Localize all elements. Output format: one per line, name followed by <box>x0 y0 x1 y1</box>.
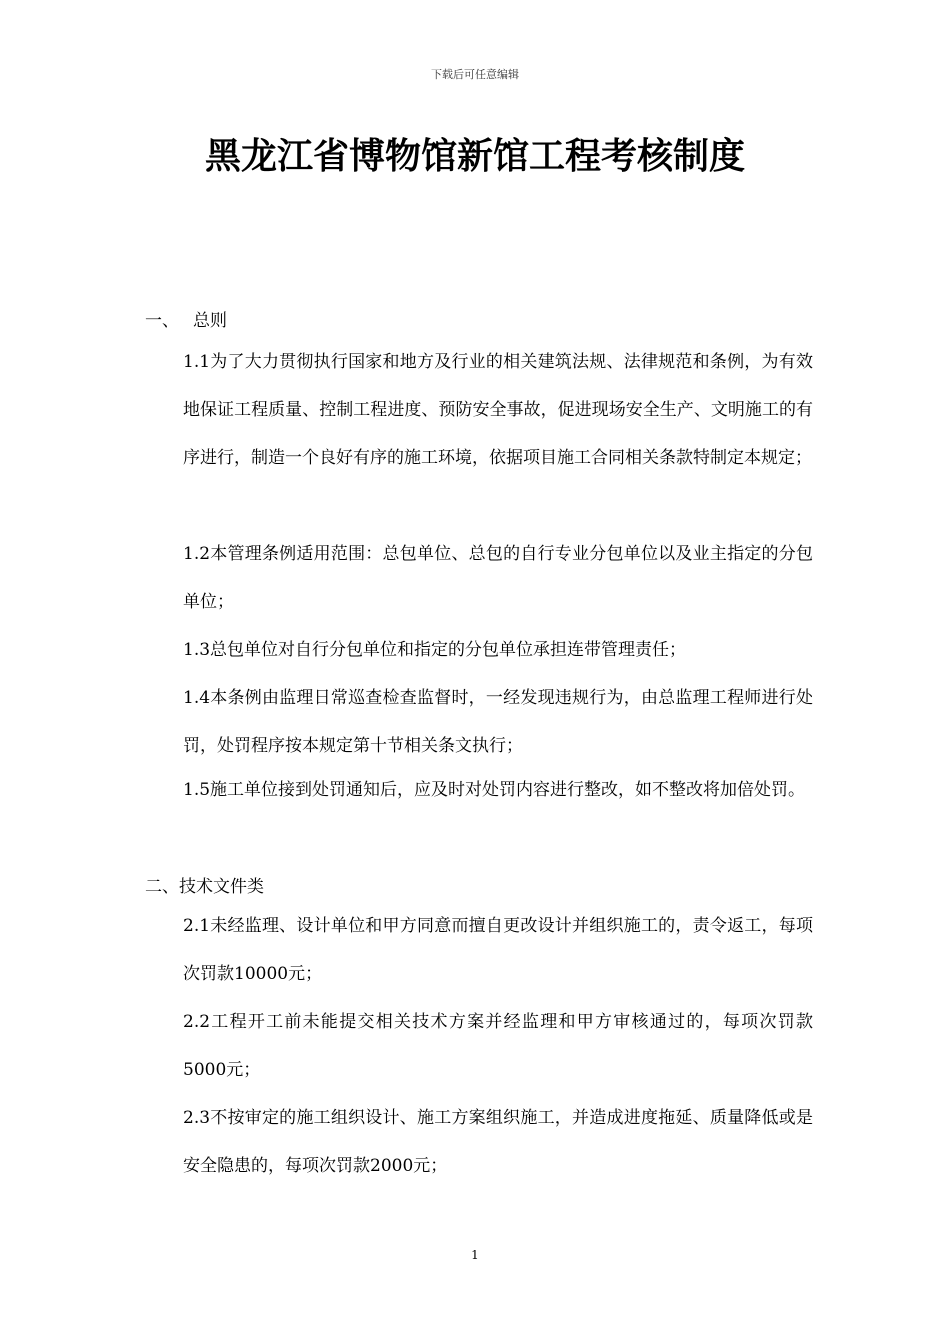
section-number: 一、 <box>145 311 179 331</box>
section-heading-1 <box>145 306 227 331</box>
section-title: 技术文件类 <box>179 877 264 897</box>
paragraph-2-2: 2.2工程开工前未能提交相关技术方案并经监理和甲方审核通过的，每项次罚款5000元； <box>183 1012 813 1080</box>
paragraph-1-3: 1.3总包单位对自行分包单位和指定的分包单位承担连带管理责任； <box>183 640 687 660</box>
paragraph-2-1: 2.1未经监理、设计单位和甲方同意而擅自更改设计并组织施工的，责令返工，每项次罚款10000元； <box>183 916 813 984</box>
section-title: 总则 <box>193 311 227 331</box>
header-note: 下载后可任意编辑 <box>431 68 519 81</box>
section-number: 二、 <box>145 877 179 897</box>
paragraph-1-1: 1.1为了大力贯彻执行国家和地方及行业的相关建筑法规、法律规范和条例，为有效地保证工程质量、控制工程进度、预防安全事故，促进现场安全生产、文明施工的有序进行，制造一个良好有序的施工环境，依据项目施工合同相关条款特制定本规定； <box>183 352 813 468</box>
paragraph-1-4: 1.4本条例由监理日常巡查检查监督时，一经发现违规行为，由总监理工程师进行处罚，处罚程序按本规定第十节相关条文执行； <box>183 688 813 756</box>
paragraph-2-3: 2.3不按审定的施工组织设计、施工方案组织施工，并造成进度拖延、质量降低或是安全隐患的，每项次罚款2000元； <box>183 1108 813 1176</box>
page-title: 黑龙江省博物馆新馆工程考核制度 <box>204 135 745 177</box>
paragraph-1-2: 1.2本管理条例适用范围：总包单位、总包的自行专业分包单位以及业主指定的分包单位； <box>183 544 813 612</box>
paragraph-1-5: 1.5施工单位接到处罚通知后，应及时对处罚内容进行整改，如不整改将加倍处罚。 <box>183 780 806 800</box>
page-number: 1 <box>471 1248 479 1262</box>
section-heading-2 <box>145 872 264 897</box>
